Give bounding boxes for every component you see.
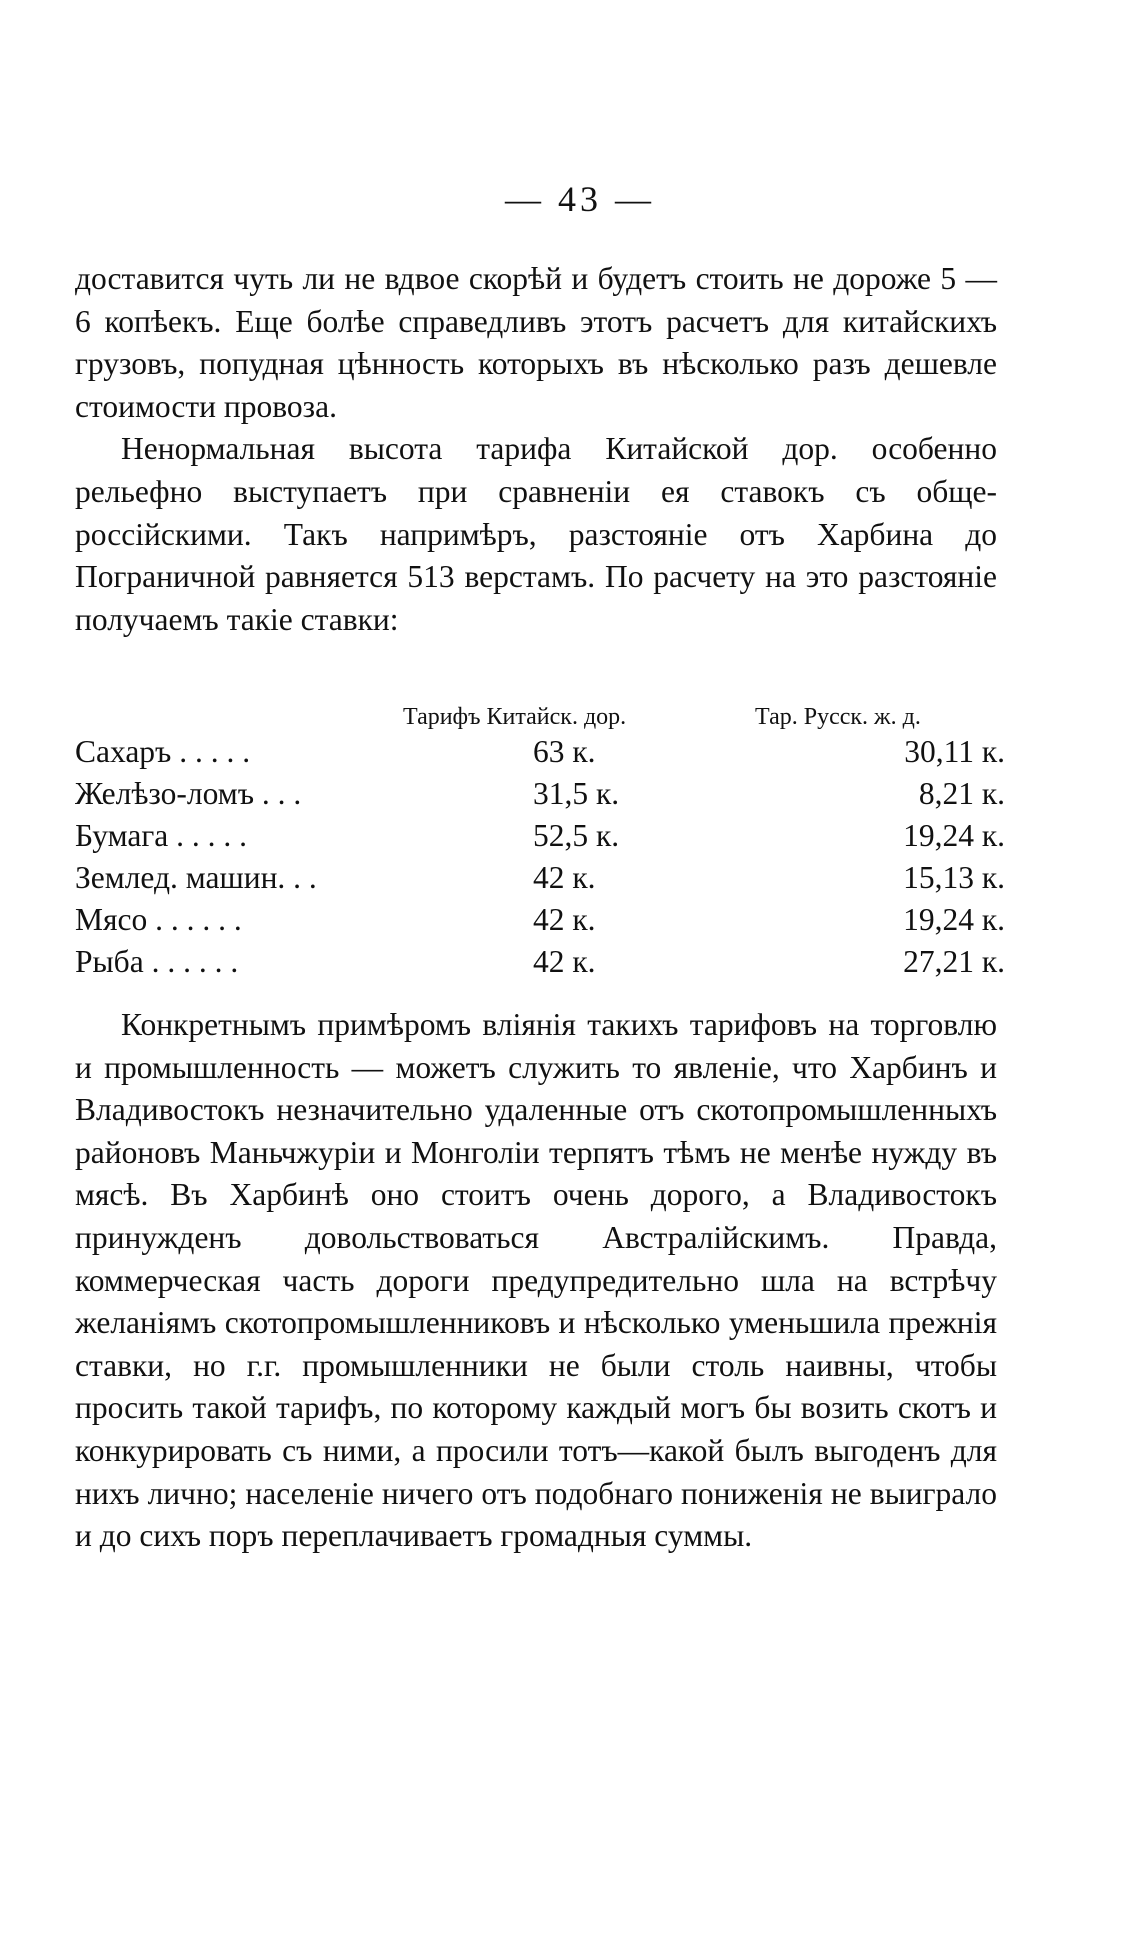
- row-russian-value: 30,11 к.: [904, 734, 1005, 769]
- row-name: Сахаръ . . . . .: [75, 734, 251, 769]
- tariff-table: [75, 694, 1005, 986]
- row-russian-value: 8,21 к.: [918, 776, 1005, 811]
- table-row: [75, 818, 1005, 860]
- row-name: Бумага . . . . .: [75, 818, 247, 853]
- paragraph-1: доставится чуть ли не вдвое скорѣй и будетъ стоить не дороже 5 — 6 копѣекъ. Еще болѣе справедливъ этотъ расчетъ для китайскихъ грузовъ, попудная цѣнность которыхъ въ нѣсколько разъ дешевле стоимости провоза.: [75, 261, 997, 424]
- table-row: [75, 944, 1005, 986]
- row-russian-value: 15,13 к.: [903, 860, 1005, 895]
- text-block-top: [75, 258, 997, 641]
- table-row: [75, 734, 1005, 776]
- row-russian-value: 19,24 к.: [903, 902, 1005, 937]
- row-russian-value: 19,24 к.: [903, 818, 1005, 853]
- paragraph-3: Конкретнымъ примѣромъ вліянія такихъ тарифовъ на торговлю и промышленность — можетъ служить то явленіе, что Харбинъ и Владивостокъ незначительно удаленные отъ скотопромышленныхъ районовъ Маньчжуріи и Монголіи терпятъ тѣмъ не менѣе нужду въ мясѣ. Въ Харбинѣ оно стоитъ очень дорого, а Владивостокъ принужденъ довольствоваться Австралійскимъ. Правда, коммерческая часть дороги предупредительно шла на встрѣчу желаніямъ скотопромышленниковъ и нѣсколько уменьшила прежнія ставки, но г.г. промышленники не были столь наивны, чтобы просить такой тарифъ, по которому каждый могъ бы возить скотъ и конкурировать съ ними, а просили тотъ—какой былъ выгоденъ для нихъ лично; населеніе ничего отъ подобнаго пониженія не выиграло и до сихъ поръ переплачиваетъ громадныя суммы.: [75, 1007, 997, 1554]
- table-header: [75, 694, 1005, 734]
- row-chinese-value: 31,5 к.: [533, 776, 620, 811]
- row-russian-value: 27,21 к.: [903, 944, 1005, 979]
- row-name: Мясо . . . . . .: [75, 902, 242, 937]
- table-row: [75, 860, 1005, 902]
- header-russian-tariff: Тар. Русск. ж. д.: [755, 704, 921, 730]
- text-block-bottom: [75, 1004, 997, 1558]
- header-chinese-tariff: Тарифъ Китайск. дор.: [403, 704, 627, 730]
- row-name: Землед. машин. . .: [75, 860, 317, 895]
- row-chinese-value: 42 к.: [533, 944, 596, 979]
- paragraph-2: Ненормальная высота тарифа Китайской дор. особенно рельефно выступаетъ при сравненіи ея ставокъ съ обще-россійскими. Такъ напримѣръ, разстояніе отъ Харбина до Пограничной равняется 513 верстамъ. По расчету на это разстояніе получаемъ такіе ставки:: [75, 431, 997, 637]
- row-chinese-value: 63 к.: [533, 734, 596, 769]
- row-name: Желѣзо-ломъ . . .: [75, 776, 302, 811]
- row-name: Рыба . . . . . .: [75, 944, 239, 979]
- table-row: [75, 776, 1005, 818]
- row-chinese-value: 52,5 к.: [533, 818, 620, 853]
- table-row: [75, 902, 1005, 944]
- row-chinese-value: 42 к.: [533, 902, 596, 937]
- row-chinese-value: 42 к.: [533, 860, 596, 895]
- page-number: — 43 —: [505, 179, 655, 219]
